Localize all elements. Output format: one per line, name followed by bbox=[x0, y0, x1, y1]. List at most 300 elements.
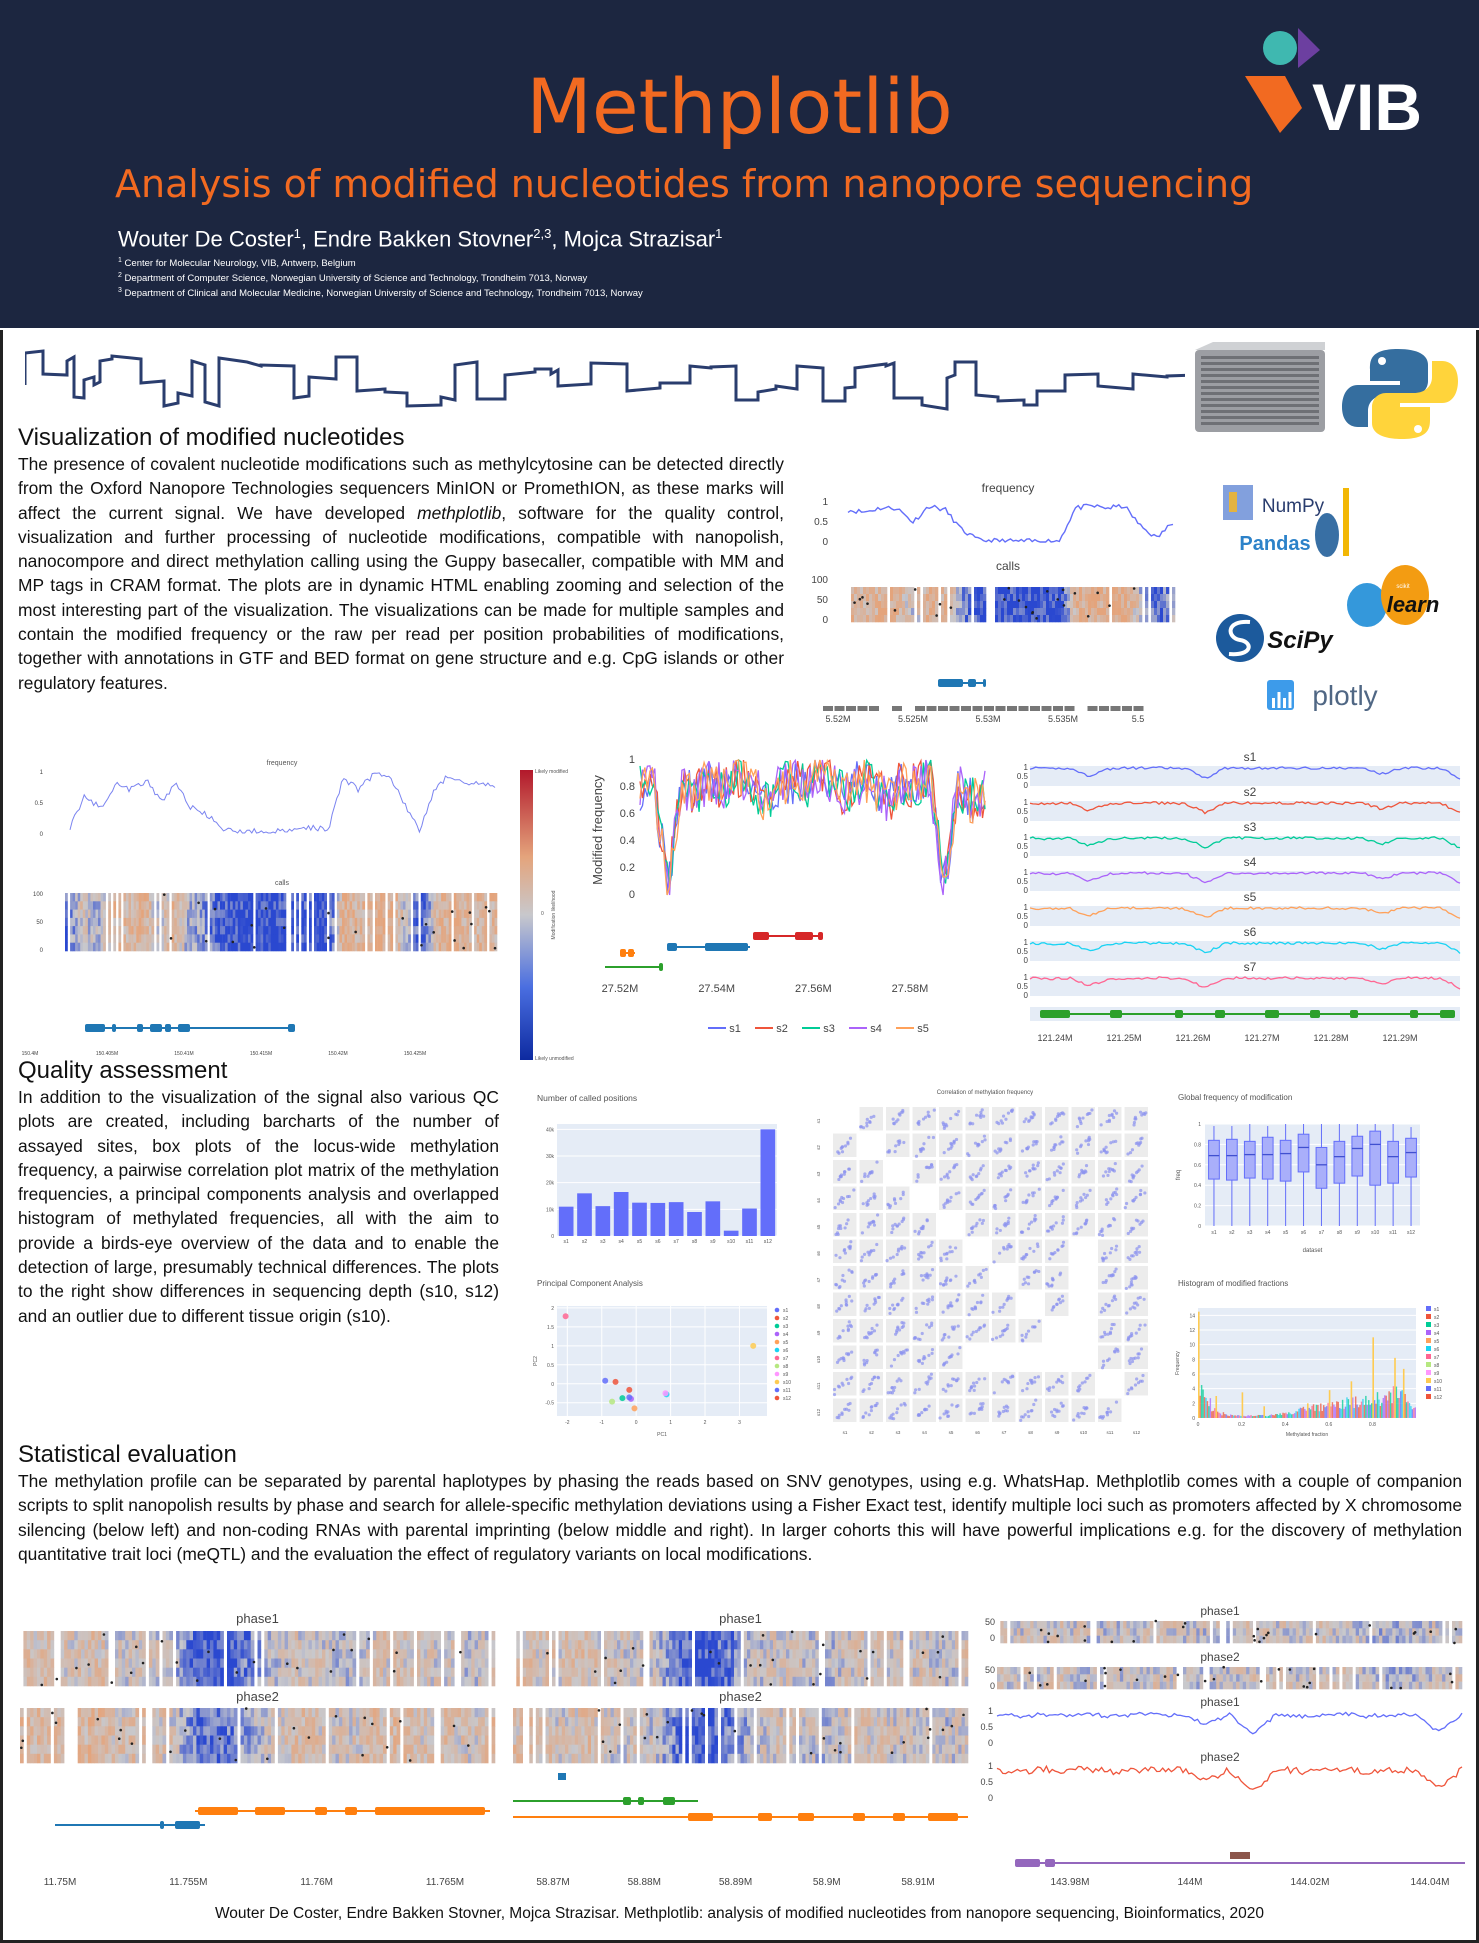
heatmap-cell bbox=[329, 1745, 333, 1755]
heatmap-cell bbox=[200, 1659, 204, 1669]
heatmap-cell bbox=[302, 1726, 306, 1736]
heatmap-cell bbox=[149, 1631, 153, 1641]
heatmap-cell bbox=[475, 1659, 479, 1669]
heatmap-cell bbox=[30, 1745, 34, 1755]
heatmap-cell bbox=[217, 1717, 221, 1727]
heatmap-cell bbox=[902, 587, 905, 594]
heatmap-cell bbox=[220, 1754, 224, 1764]
pca-scatter-plot bbox=[527, 1270, 795, 1440]
heatmap-cell bbox=[278, 1659, 282, 1669]
legend-marker bbox=[775, 1364, 780, 1369]
heatmap-cell bbox=[251, 1726, 255, 1736]
scatter-point bbox=[921, 1302, 924, 1305]
y-tick-label: 0 bbox=[1198, 1224, 1201, 1230]
heatmap-cell bbox=[400, 893, 403, 902]
heatmap-cell bbox=[403, 1631, 407, 1641]
heatmap-cell bbox=[346, 1649, 350, 1659]
legend-label: s5 bbox=[1434, 1339, 1440, 1345]
heatmap-cell bbox=[40, 1649, 44, 1659]
heatmap-cell bbox=[238, 901, 241, 910]
scatter-point bbox=[970, 1333, 973, 1336]
heatmap-cell bbox=[295, 1708, 299, 1718]
legend-marker bbox=[775, 1348, 780, 1353]
heatmap-cell bbox=[356, 1754, 360, 1764]
heatmap-cell bbox=[37, 1745, 41, 1755]
x-tick-label: s2 bbox=[581, 1239, 588, 1245]
heatmap-cell bbox=[305, 1649, 309, 1659]
heatmap-cell bbox=[456, 901, 459, 910]
scatter-point bbox=[1101, 1234, 1104, 1237]
heatmap-cell bbox=[244, 1717, 248, 1727]
scatter-cell bbox=[886, 1187, 910, 1211]
heatmap-cell bbox=[132, 1708, 136, 1718]
heatmap-cell bbox=[177, 918, 180, 927]
heatmap-cell bbox=[135, 1717, 139, 1727]
heatmap-cell bbox=[444, 926, 447, 935]
heatmap-cell bbox=[400, 934, 403, 943]
heatmap-cell bbox=[315, 1708, 319, 1718]
legend-marker bbox=[775, 1388, 780, 1393]
heatmap-cell bbox=[1022, 587, 1025, 594]
histogram-bar bbox=[1355, 1396, 1356, 1418]
heatmap-cell bbox=[275, 1640, 279, 1650]
heatmap-cell bbox=[61, 1717, 65, 1727]
scatter-point bbox=[1027, 1146, 1030, 1149]
x-tick-label: s4 bbox=[618, 1239, 624, 1245]
scatter-point bbox=[1139, 1137, 1142, 1140]
heatmap-cell bbox=[339, 926, 342, 935]
heatmap-cell bbox=[1112, 608, 1115, 615]
heatmap-cell bbox=[268, 1640, 272, 1650]
scatter-point bbox=[947, 1415, 950, 1418]
heatmap-cell bbox=[163, 1708, 167, 1718]
legend-label: s11 bbox=[1434, 1387, 1442, 1393]
heatmap-cell bbox=[152, 1649, 156, 1659]
scatter-point bbox=[969, 1201, 972, 1204]
heatmap-cell bbox=[1136, 615, 1139, 622]
heatmap-cell bbox=[362, 893, 365, 902]
heatmap-cell bbox=[397, 1631, 401, 1641]
scatter-point bbox=[923, 1408, 926, 1411]
heatmap-cell bbox=[75, 893, 78, 902]
heatmap-cell bbox=[163, 1736, 167, 1746]
heatmap-cell bbox=[230, 1736, 234, 1746]
heatmap-cell bbox=[390, 893, 393, 902]
scatter-cell bbox=[992, 1213, 1016, 1237]
heatmap-cell bbox=[23, 1631, 27, 1641]
heatmap-cell bbox=[108, 926, 111, 935]
heatmap-cell bbox=[266, 934, 269, 943]
heatmap-cell bbox=[184, 901, 187, 910]
scatter-cell bbox=[860, 1399, 884, 1423]
heatmap-cell bbox=[363, 1745, 367, 1755]
heatmap-cell bbox=[288, 1640, 292, 1650]
scatter-cell bbox=[1019, 1134, 1043, 1158]
heatmap-cell bbox=[101, 1640, 105, 1650]
heatmap-cell bbox=[125, 1745, 129, 1755]
heatmap-cell bbox=[135, 1659, 139, 1669]
heatmap-cell bbox=[893, 587, 896, 594]
author-name: Mojca Strazisar bbox=[563, 226, 716, 252]
software-name: methplotlib bbox=[417, 502, 502, 523]
heatmap-cell bbox=[349, 1754, 353, 1764]
heatmap-cell bbox=[974, 587, 977, 594]
histogram-bar bbox=[1231, 1415, 1232, 1418]
scatter-point bbox=[866, 1175, 869, 1178]
heatmap-cell bbox=[295, 1736, 299, 1746]
device-vent bbox=[1201, 386, 1319, 389]
heatmap-cell bbox=[227, 1736, 231, 1746]
histogram-bar bbox=[1310, 1409, 1311, 1418]
heatmap-cell bbox=[444, 1668, 448, 1678]
heatmap-cell bbox=[118, 1736, 122, 1746]
scatter-point bbox=[843, 1249, 846, 1252]
heatmap-cell bbox=[40, 1726, 44, 1736]
heatmap-cell bbox=[312, 1726, 316, 1736]
scatter-cell bbox=[966, 1160, 990, 1184]
scatter-point bbox=[957, 1325, 960, 1328]
x-axis-label: s4 bbox=[922, 1430, 927, 1435]
heatmap-cell bbox=[88, 1754, 92, 1764]
heatmap-cell bbox=[322, 918, 325, 927]
heatmap-cell bbox=[448, 1640, 452, 1650]
heatmap-cell bbox=[932, 601, 935, 608]
scatter-point bbox=[1021, 1338, 1024, 1341]
scatter-point bbox=[1002, 1115, 1005, 1118]
heatmap-cell bbox=[284, 934, 287, 943]
read-marker bbox=[401, 917, 404, 920]
heatmap-cell bbox=[968, 594, 971, 601]
heatmap-cell bbox=[190, 1726, 194, 1736]
scatter-point bbox=[942, 1362, 945, 1365]
heatmap-cell bbox=[139, 943, 142, 952]
histogram-bar bbox=[1236, 1416, 1237, 1418]
heatmap-cell bbox=[427, 1631, 431, 1641]
heatmap-cell bbox=[81, 1677, 85, 1687]
heatmap-cell bbox=[34, 1677, 38, 1687]
heatmap-cell bbox=[44, 1754, 48, 1764]
x-tick-label: s10 bbox=[1371, 1230, 1380, 1236]
heatmap-cell bbox=[1058, 608, 1061, 615]
heatmap-cell bbox=[98, 1745, 102, 1755]
heatmap-cell bbox=[176, 1708, 180, 1718]
heatmap-cell bbox=[34, 1717, 38, 1727]
heatmap-cell bbox=[118, 893, 121, 902]
heatmap-cell bbox=[342, 910, 345, 919]
scatter-point bbox=[861, 1255, 864, 1258]
heatmap-cell bbox=[281, 1745, 285, 1755]
gene-exon bbox=[1410, 1010, 1418, 1018]
heatmap-cell bbox=[339, 1677, 343, 1687]
scatter-point bbox=[929, 1274, 932, 1277]
x-tick-label: s3 bbox=[1247, 1230, 1253, 1236]
heatmap-cell bbox=[315, 1631, 319, 1641]
heatmap-cell bbox=[179, 934, 182, 943]
heatmap-cell bbox=[437, 1631, 441, 1641]
histogram-bar bbox=[1375, 1404, 1376, 1418]
heatmap-cell bbox=[356, 1717, 360, 1727]
heatmap-cell bbox=[953, 608, 956, 615]
heatmap-cell bbox=[192, 901, 195, 910]
heatmap-cell bbox=[224, 1717, 228, 1727]
heatmap-cell bbox=[319, 1726, 323, 1736]
heatmap-cell bbox=[83, 943, 86, 952]
heatmap-cell bbox=[301, 926, 304, 935]
scatter-point bbox=[946, 1198, 949, 1201]
heatmap-cell bbox=[426, 934, 429, 943]
read-marker bbox=[935, 614, 938, 617]
heatmap-cell bbox=[64, 1649, 68, 1659]
bed-feature bbox=[938, 706, 948, 711]
scatter-point bbox=[921, 1332, 924, 1335]
heatmap-cell bbox=[288, 1659, 292, 1669]
scatter-point bbox=[1129, 1230, 1132, 1233]
heatmap-cell bbox=[872, 615, 875, 622]
heatmap-cell bbox=[278, 1708, 282, 1718]
heatmap-cell bbox=[234, 1659, 238, 1669]
heatmap-cell bbox=[108, 1726, 112, 1736]
scatter-cell bbox=[938, 1399, 962, 1423]
bar-s2 bbox=[577, 1193, 592, 1236]
heatmap-cell bbox=[245, 918, 248, 927]
heatmap-cell bbox=[258, 1649, 262, 1659]
heatmap-cell bbox=[403, 893, 406, 902]
heatmap-cell bbox=[342, 1708, 346, 1718]
heatmap-cell bbox=[477, 926, 480, 935]
heatmap-cell bbox=[400, 1659, 404, 1669]
heatmap-cell bbox=[258, 910, 261, 919]
scatter-point bbox=[868, 1413, 871, 1416]
heatmap-cell bbox=[235, 934, 238, 943]
heatmap-cell bbox=[1118, 601, 1121, 608]
heatmap-cell bbox=[180, 1668, 184, 1678]
heatmap-cell bbox=[156, 1677, 160, 1687]
heatmap-cell bbox=[70, 901, 73, 910]
heatmap-cell bbox=[878, 608, 881, 615]
scatter-cell bbox=[860, 1187, 884, 1211]
heatmap-cell bbox=[64, 1659, 68, 1669]
heatmap-cell bbox=[183, 1631, 187, 1641]
heatmap-cell bbox=[400, 1668, 404, 1678]
y-tick-label: 0.5 bbox=[1016, 982, 1028, 991]
bar-s8 bbox=[687, 1212, 702, 1236]
box-iqr bbox=[1406, 1138, 1417, 1177]
gene-exon bbox=[667, 943, 677, 951]
heatmap-cell bbox=[1022, 615, 1025, 622]
heatmap-cell bbox=[345, 910, 348, 919]
scatter-point bbox=[971, 1225, 974, 1228]
heatmap-cell bbox=[166, 1677, 170, 1687]
heatmap-cell bbox=[166, 1659, 170, 1669]
histogram-bar bbox=[1332, 1402, 1333, 1418]
scatter-point bbox=[951, 1250, 954, 1253]
heatmap-cell bbox=[151, 943, 154, 952]
heatmap-cell bbox=[264, 1649, 268, 1659]
heatmap-cell bbox=[467, 893, 470, 902]
histogram-bar bbox=[1279, 1413, 1280, 1418]
heatmap-cell bbox=[346, 1745, 350, 1755]
heatmap-cell bbox=[251, 1631, 255, 1641]
heatmap-cell bbox=[448, 1659, 452, 1669]
heatmap-cell bbox=[108, 1717, 112, 1727]
heatmap-cell bbox=[180, 1754, 184, 1764]
heatmap-cell bbox=[420, 1649, 424, 1659]
bed-feature bbox=[1122, 706, 1132, 711]
heatmap-cell bbox=[329, 926, 332, 935]
heatmap-cell bbox=[1058, 615, 1061, 622]
heatmap-cell bbox=[444, 1659, 448, 1669]
x-axis-title: Methylated fraction bbox=[1285, 1432, 1329, 1438]
read-marker bbox=[161, 1640, 164, 1643]
heatmap-cell bbox=[375, 926, 378, 935]
heatmap-cell bbox=[98, 1649, 102, 1659]
heatmap-cell bbox=[273, 893, 276, 902]
scatter-point bbox=[1113, 1218, 1116, 1221]
heatmap-cell bbox=[210, 926, 213, 935]
heatmap-cell bbox=[213, 1754, 217, 1764]
heatmap-cell bbox=[349, 1631, 353, 1641]
heatmap-cell bbox=[193, 1659, 197, 1669]
heatmap-cell bbox=[965, 601, 968, 608]
heatmap-cell bbox=[911, 608, 914, 615]
heatmap-cell bbox=[917, 615, 920, 622]
heatmap-cell bbox=[61, 1649, 65, 1659]
x-tick-label: 0 bbox=[1196, 1422, 1200, 1428]
heatmap-cell bbox=[167, 901, 170, 910]
scatter-point bbox=[862, 1281, 865, 1284]
heatmap-cell bbox=[314, 943, 317, 952]
scatter-cell bbox=[992, 1240, 1016, 1264]
heatmap-cell bbox=[278, 1677, 282, 1687]
heatmap-cell bbox=[135, 1640, 139, 1650]
heatmap-cell bbox=[471, 1640, 475, 1650]
x-tick-label: 1 bbox=[669, 1420, 672, 1426]
heatmap-cell bbox=[258, 1708, 262, 1718]
heatmap-cell bbox=[437, 1677, 441, 1687]
heatmap-cell bbox=[125, 1726, 129, 1736]
heatmap-cell bbox=[360, 893, 363, 902]
heatmap-cell bbox=[400, 901, 403, 910]
heatmap-cell bbox=[183, 1717, 187, 1727]
heatmap-cell bbox=[132, 1677, 136, 1687]
heatmap-cell bbox=[251, 1708, 255, 1718]
heatmap-cell bbox=[207, 1708, 211, 1718]
x-tick-label: 5.525M bbox=[897, 714, 929, 724]
heatmap-cell bbox=[20, 1726, 24, 1736]
heatmap-cell bbox=[224, 1736, 228, 1746]
heatmap-cell bbox=[322, 910, 325, 919]
heatmap-cell bbox=[125, 1659, 129, 1669]
heatmap-cell bbox=[383, 918, 386, 927]
scipy-logo-text: SciPy bbox=[1267, 627, 1333, 654]
scatter-point bbox=[1004, 1409, 1007, 1412]
heatmap-cell bbox=[224, 1745, 228, 1755]
heatmap-cell bbox=[174, 934, 177, 943]
scatter-point bbox=[914, 1388, 917, 1391]
heatmap-cell bbox=[88, 893, 91, 902]
gene-exon bbox=[753, 932, 769, 940]
histogram-bar bbox=[1282, 1413, 1283, 1418]
heatmap-cell bbox=[459, 901, 462, 910]
heatmap-cell bbox=[339, 1736, 343, 1746]
histogram-bar bbox=[1271, 1414, 1272, 1418]
heatmap-cell bbox=[177, 934, 180, 943]
heatmap-cell bbox=[324, 918, 327, 927]
heatmap-cell bbox=[302, 1640, 306, 1650]
bed-feature bbox=[1030, 706, 1040, 711]
legend-swatch bbox=[1426, 1378, 1431, 1383]
heatmap-cell bbox=[352, 918, 355, 927]
scatter-point bbox=[895, 1411, 898, 1414]
heatmap-cell bbox=[378, 926, 381, 935]
heatmap-cell bbox=[373, 1677, 377, 1687]
heatmap-cell bbox=[366, 1708, 370, 1718]
heatmap-cell bbox=[854, 608, 857, 615]
heatmap-cell bbox=[176, 1726, 180, 1736]
heatmap-cell bbox=[449, 943, 452, 952]
heatmap-cell bbox=[469, 901, 472, 910]
heatmap-cell bbox=[1121, 594, 1124, 601]
heatmap-cell bbox=[1163, 594, 1166, 601]
read-marker bbox=[286, 1662, 289, 1665]
point-s11 bbox=[626, 1394, 632, 1400]
read-marker bbox=[170, 937, 173, 940]
heatmap-cell bbox=[324, 910, 327, 919]
scatter-cell bbox=[1019, 1107, 1043, 1131]
heatmap-cell bbox=[139, 934, 142, 943]
heatmap-cell bbox=[93, 943, 96, 952]
heatmap-cell bbox=[213, 1726, 217, 1736]
y-tick-label: 1 bbox=[551, 1343, 554, 1350]
legend-label: s2 bbox=[776, 1023, 788, 1035]
heatmap-cell bbox=[241, 1745, 245, 1755]
scatter-point bbox=[868, 1387, 871, 1390]
heatmap-cell bbox=[75, 910, 78, 919]
heatmap-cell bbox=[281, 1640, 285, 1650]
scatter-point bbox=[931, 1268, 934, 1271]
x-tick-label: s12 bbox=[763, 1239, 772, 1245]
read-marker bbox=[163, 893, 166, 896]
heatmap-cell bbox=[1133, 601, 1136, 608]
scatter-point bbox=[1083, 1380, 1086, 1383]
heatmap-cell bbox=[413, 910, 416, 919]
scatter-point bbox=[842, 1329, 845, 1332]
heatmap-cell bbox=[70, 926, 73, 935]
heatmap-cell bbox=[1088, 594, 1091, 601]
heatmap-cell bbox=[245, 934, 248, 943]
heatmap-cell bbox=[968, 587, 971, 594]
scatter-point bbox=[995, 1336, 998, 1339]
y-tick-label: 6 bbox=[1192, 1372, 1195, 1378]
bar-s12 bbox=[761, 1129, 776, 1236]
heatmap-cell bbox=[1043, 594, 1046, 601]
heatmap-cell bbox=[156, 1745, 160, 1755]
scatter-point bbox=[1062, 1241, 1065, 1244]
scatter-point bbox=[846, 1218, 849, 1221]
heatmap-cell bbox=[366, 1717, 370, 1727]
scatter-point bbox=[900, 1299, 903, 1302]
heatmap-cell bbox=[65, 934, 68, 943]
scatter-point bbox=[1009, 1139, 1012, 1142]
scatter-point bbox=[1107, 1304, 1110, 1307]
scatter-point bbox=[1025, 1174, 1028, 1177]
heatmap-cell bbox=[146, 934, 149, 943]
heatmap-cell bbox=[71, 1677, 75, 1687]
scatter-point bbox=[1049, 1226, 1052, 1229]
legend-marker bbox=[775, 1396, 780, 1401]
heatmap-cell bbox=[1064, 615, 1067, 622]
heatmap-cell bbox=[983, 594, 986, 601]
